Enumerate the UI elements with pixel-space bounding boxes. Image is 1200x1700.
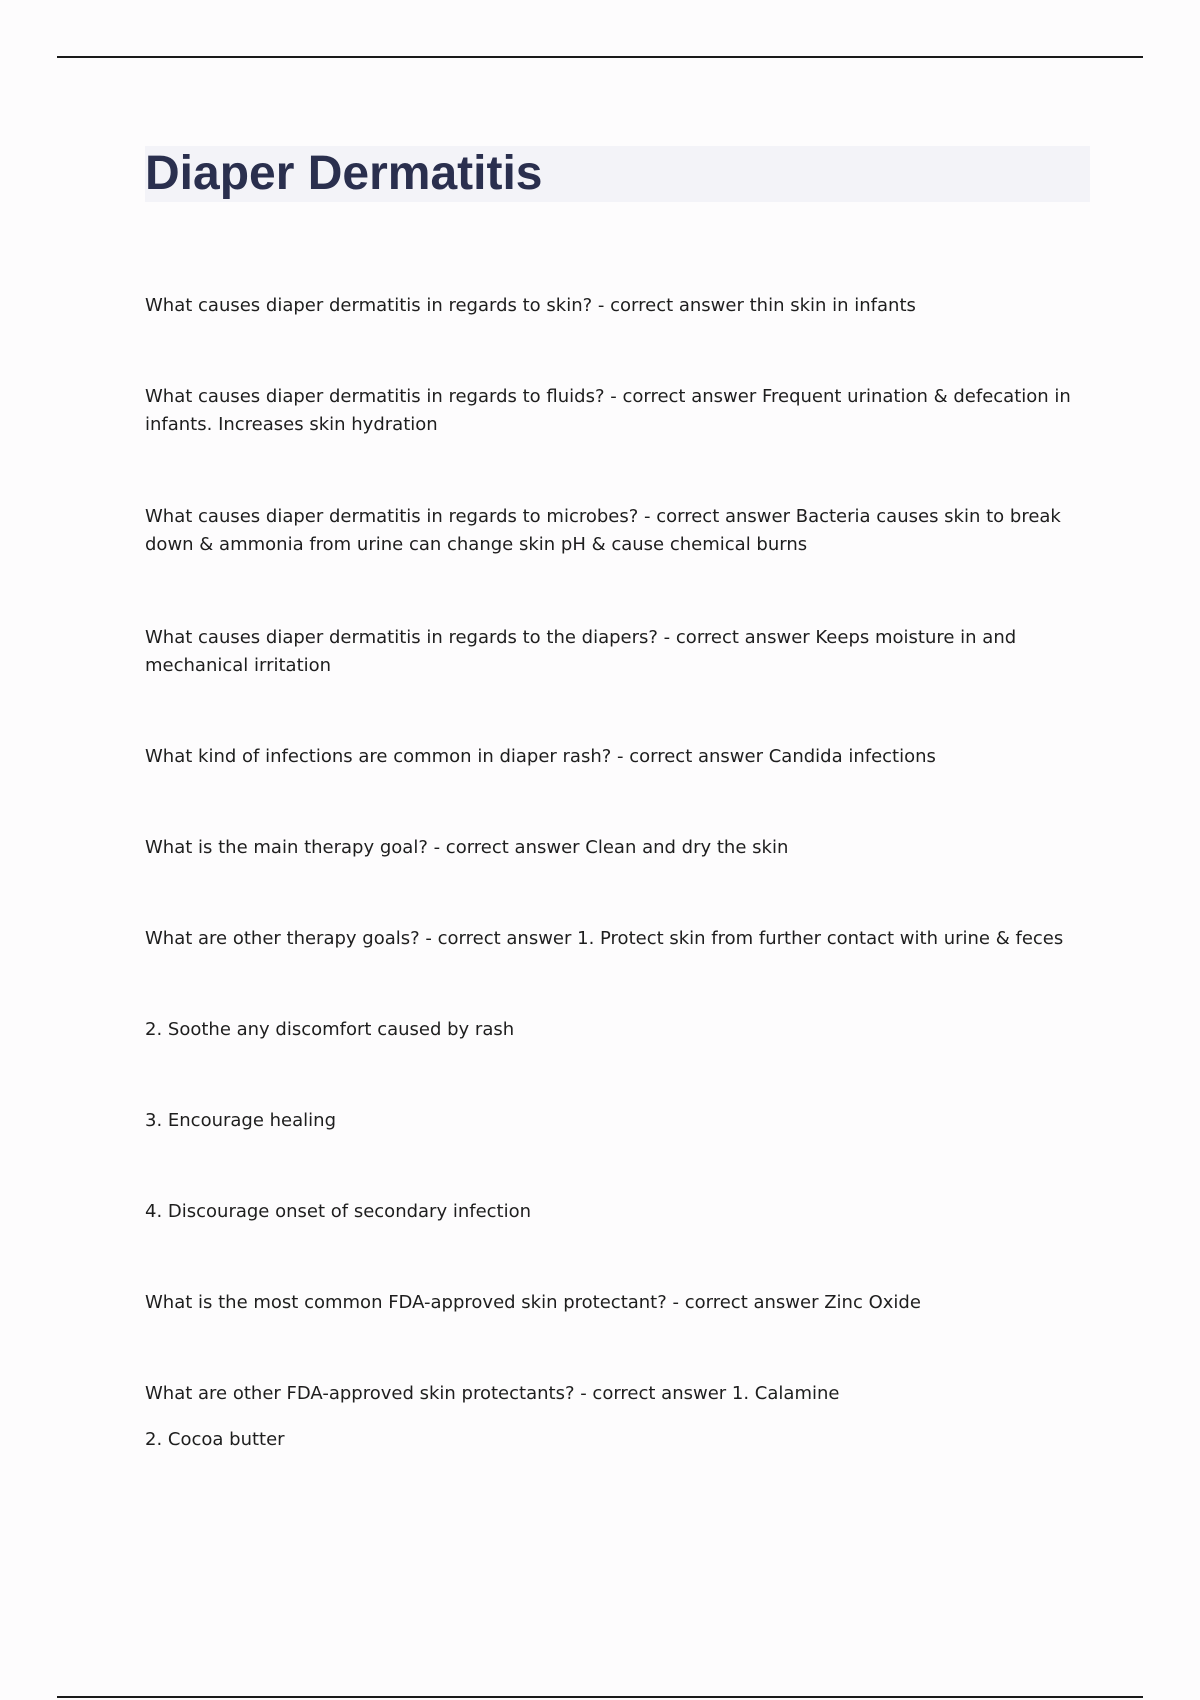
document-title: Diaper Dermatitis	[145, 147, 543, 200]
qa-paragraph: What causes diaper dermatitis in regards to microbes? - correct answer Bacteria causes skin to break down & ammonia from urine can change skin pH & cause chemical burns	[145, 506, 1061, 555]
bottom-rule	[57, 1696, 1143, 1698]
qa-paragraph: What kind of infections are common in diaper rash? - correct answer Candida infections	[145, 746, 936, 767]
qa-paragraph: What are other FDA-approved skin protectants? - correct answer 1. Calamine	[145, 1383, 840, 1404]
top-rule	[57, 56, 1143, 58]
qa-paragraph: What is the most common FDA-approved skin protectant? - correct answer Zinc Oxide	[145, 1292, 921, 1313]
qa-paragraph: 4. Discourage onset of secondary infection	[145, 1201, 532, 1222]
qa-paragraph: 2. Soothe any discomfort caused by rash	[145, 1019, 515, 1040]
qa-paragraph: 2. Cocoa butter	[145, 1429, 285, 1450]
qa-paragraph: 3. Encourage healing	[145, 1110, 336, 1131]
qa-paragraph: What causes diaper dermatitis in regards to fluids? - correct answer Frequent urination & defecation in infants. Increases skin hydration	[145, 386, 1071, 435]
qa-paragraph: What causes diaper dermatitis in regards to skin? - correct answer thin skin in infants	[145, 295, 916, 316]
qa-paragraph: What are other therapy goals? - correct answer 1. Protect skin from further contact with urine & feces	[145, 928, 1064, 949]
qa-paragraph: What causes diaper dermatitis in regards to the diapers? - correct answer Keeps moisture in and mechanical irritation	[145, 627, 1017, 676]
qa-paragraph: What is the main therapy goal? - correct answer Clean and dry the skin	[145, 837, 789, 858]
